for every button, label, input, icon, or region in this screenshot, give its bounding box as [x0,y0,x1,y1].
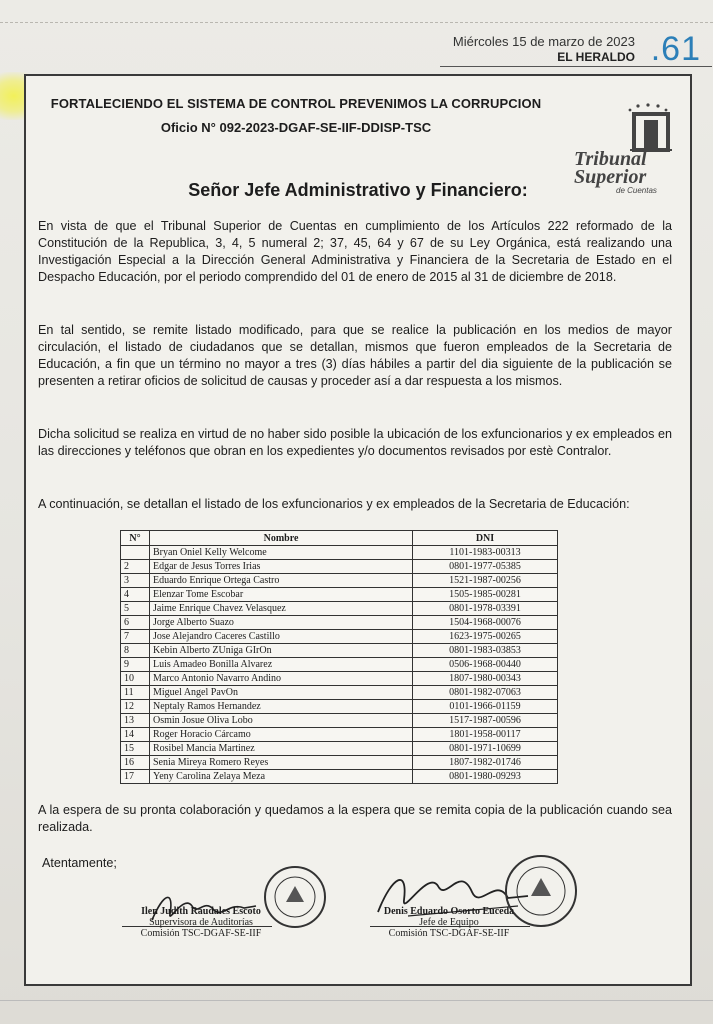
column-header-name: Nombre [150,531,413,546]
table-row [121,630,558,644]
row-dni: 1807-1980-00343 [413,672,558,686]
table-row [121,644,558,658]
row-name: Senia Mireya Romero Reyes [150,756,413,770]
logo-line-2: Superior [574,166,647,188]
public-notice [24,74,692,986]
row-number: 4 [121,588,150,602]
signature-block-2 [344,906,554,939]
row-dni: 1801-1958-00117 [413,728,558,742]
paragraph-5: A la espera de su pronta colaboración y quedamos a la espera que se remita copia de la publicación cuando sea realizada. [38,803,672,834]
row-number: 15 [121,742,150,756]
row-number: 16 [121,756,150,770]
row-number: 10 [121,672,150,686]
row-number: 5 [121,602,150,616]
row-number: 2 [121,560,150,574]
table-row [121,700,558,714]
logo-line-1: Tribunal [574,148,647,170]
signer-name: Ilen Judith Raudales Escoto [141,906,261,917]
row-name: Neptaly Ramos Hernandez [150,700,413,714]
signer-commission: Comisión TSC-DGAF-SE-IIF [388,928,510,939]
row-dni: 1101-1983-00313 [413,546,558,560]
row-dni: 1807-1982-01746 [413,756,558,770]
tsc-logo [574,102,684,195]
signer-name: Denis Eduardo Osorto Euceda [383,906,515,917]
row-number: 12 [121,700,150,714]
table-row [121,546,558,560]
column-emblem-icon [574,102,684,152]
row-number: 14 [121,728,150,742]
row-dni: 0801-1971-10699 [413,742,558,756]
row-dni: 1517-1987-00596 [413,714,558,728]
row-name: Jorge Alberto Suazo [150,616,413,630]
row-name: Kebin Alberto ZUniga GIrOn [150,644,413,658]
column-header-dni: DNI [413,531,558,546]
paragraph-3: Dicha solicitud se realiza en virtud de no haber sido posible la ubicación de los exfuncionarios y ex empleados en las direcciones y teléfonos que obran en los expedientes y/o documentos revisados por estè Contralor. [38,427,672,458]
paragraph-4: A continuación, se detallan el listado de los exfuncionarios y ex empleados de la Secretaria de Educación: [38,497,630,511]
row-number [121,546,150,560]
signature-block-1 [96,906,306,939]
row-number: 17 [121,770,150,784]
row-dni: 0801-1980-09293 [413,770,558,784]
former-employees-table [120,530,558,784]
row-name: Osmin Josue Oliva Lobo [150,714,413,728]
notice-reference: Oficio N° 092-2023-DGAF-SE-IIF-DDISP-TSC [160,120,432,135]
paragraph-2: En tal sentido, se remite listado modificado, para que se realice la publicación en los medios de mayor circulación, el listado de ciudadanos que se detallan, mismos que fueron empleados de la Secretaria de Educación, a fin que un término no mayor a tres (3) días hábiles a partir del dia siguiente de la publicación se presenten a retirar oficios de solicitud de causas y proceder así a dar respuesta a los mismos. [38,323,672,388]
table-row [121,602,558,616]
row-number: 8 [121,644,150,658]
row-dni: 0506-1968-00440 [413,658,558,672]
row-name: Roger Horacio Cárcamo [150,728,413,742]
table-row [121,560,558,574]
row-name: Jaime Enrique Chavez Velasquez [150,602,413,616]
signer-title: Supervisora de Auditorías [149,917,253,928]
masthead-date: Miércoles 15 de marzo de 2023 [452,34,635,49]
notice-slogan: FORTALECIENDO EL SISTEMA DE CONTROL PREVENIMOS LA CORRUPCION [50,96,542,111]
notice-greeting: Señor Jefe Administrativo y Financiero: [188,180,528,200]
row-name: Yeny Carolina Zelaya Meza [150,770,413,784]
row-number: 13 [121,714,150,728]
masthead-newspaper: EL HERALDO [557,50,635,64]
page-number: .61 [650,30,701,68]
row-name: Eduardo Enrique Ortega Castro [150,574,413,588]
fold-line [0,22,713,23]
masthead-rule [440,66,712,67]
row-dni: 1504-1968-00076 [413,616,558,630]
table-row [121,686,558,700]
row-name: Miguel Angel PavOn [150,686,413,700]
table-row [121,658,558,672]
page-bottom-edge [0,1000,713,1001]
row-number: 11 [121,686,150,700]
row-dni: 0801-1978-03391 [413,602,558,616]
closing-salutation: Atentamente; [42,856,117,870]
row-dni: 1623-1975-00265 [413,630,558,644]
row-number: 9 [121,658,150,672]
table-row [121,714,558,728]
table-row [121,616,558,630]
row-name: Elenzar Tome Escobar [150,588,413,602]
signer-title: Jefe de Equipo [419,917,479,928]
row-name: Marco Antonio Navarro Andino [150,672,413,686]
row-name: Jose Alejandro Caceres Castillo [150,630,413,644]
row-number: 7 [121,630,150,644]
row-dni: 1521-1987-00256 [413,574,558,588]
table-body [121,546,558,784]
paragraph-1: En vista de que el Tribunal Superior de Cuentas en cumplimiento de los Artículos 222 reformado de la Constitución de la Republica, 3, 4, 5 numeral 2; 37, 45, 64 y 67 de su Ley Orgánica, está realizando una Investigación Especial a la Dirección General Administrativa y Financiera de la Secretaria de Estado en el Despacho Educación, por el periodo comprendido del 01 de enero de 2015 al 31 de diciembre de 2018. [38,219,672,284]
row-dni: 0801-1982-07063 [413,686,558,700]
table-row [121,574,558,588]
row-number: 3 [121,574,150,588]
table-row [121,672,558,686]
row-dni: 1505-1985-00281 [413,588,558,602]
row-dni: 0801-1977-05385 [413,560,558,574]
table-row [121,742,558,756]
signer-commission: Comisión TSC-DGAF-SE-IIF [140,928,262,939]
row-name: Luis Amadeo Bonilla Alvarez [150,658,413,672]
table-row [121,770,558,784]
row-dni: 0801-1983-03853 [413,644,558,658]
row-name: Edgar de Jesus Torres Irias [150,560,413,574]
table-header-row [121,531,558,546]
table-row [121,728,558,742]
table-row [121,756,558,770]
row-number: 6 [121,616,150,630]
row-dni: 0101-1966-01159 [413,700,558,714]
column-header-number: N° [121,531,150,546]
logo-line-3: de Cuentas [616,186,657,195]
table-row [121,588,558,602]
row-name: Rosibel Mancia Martinez [150,742,413,756]
row-name: Bryan Oniel Kelly Welcome [150,546,413,560]
